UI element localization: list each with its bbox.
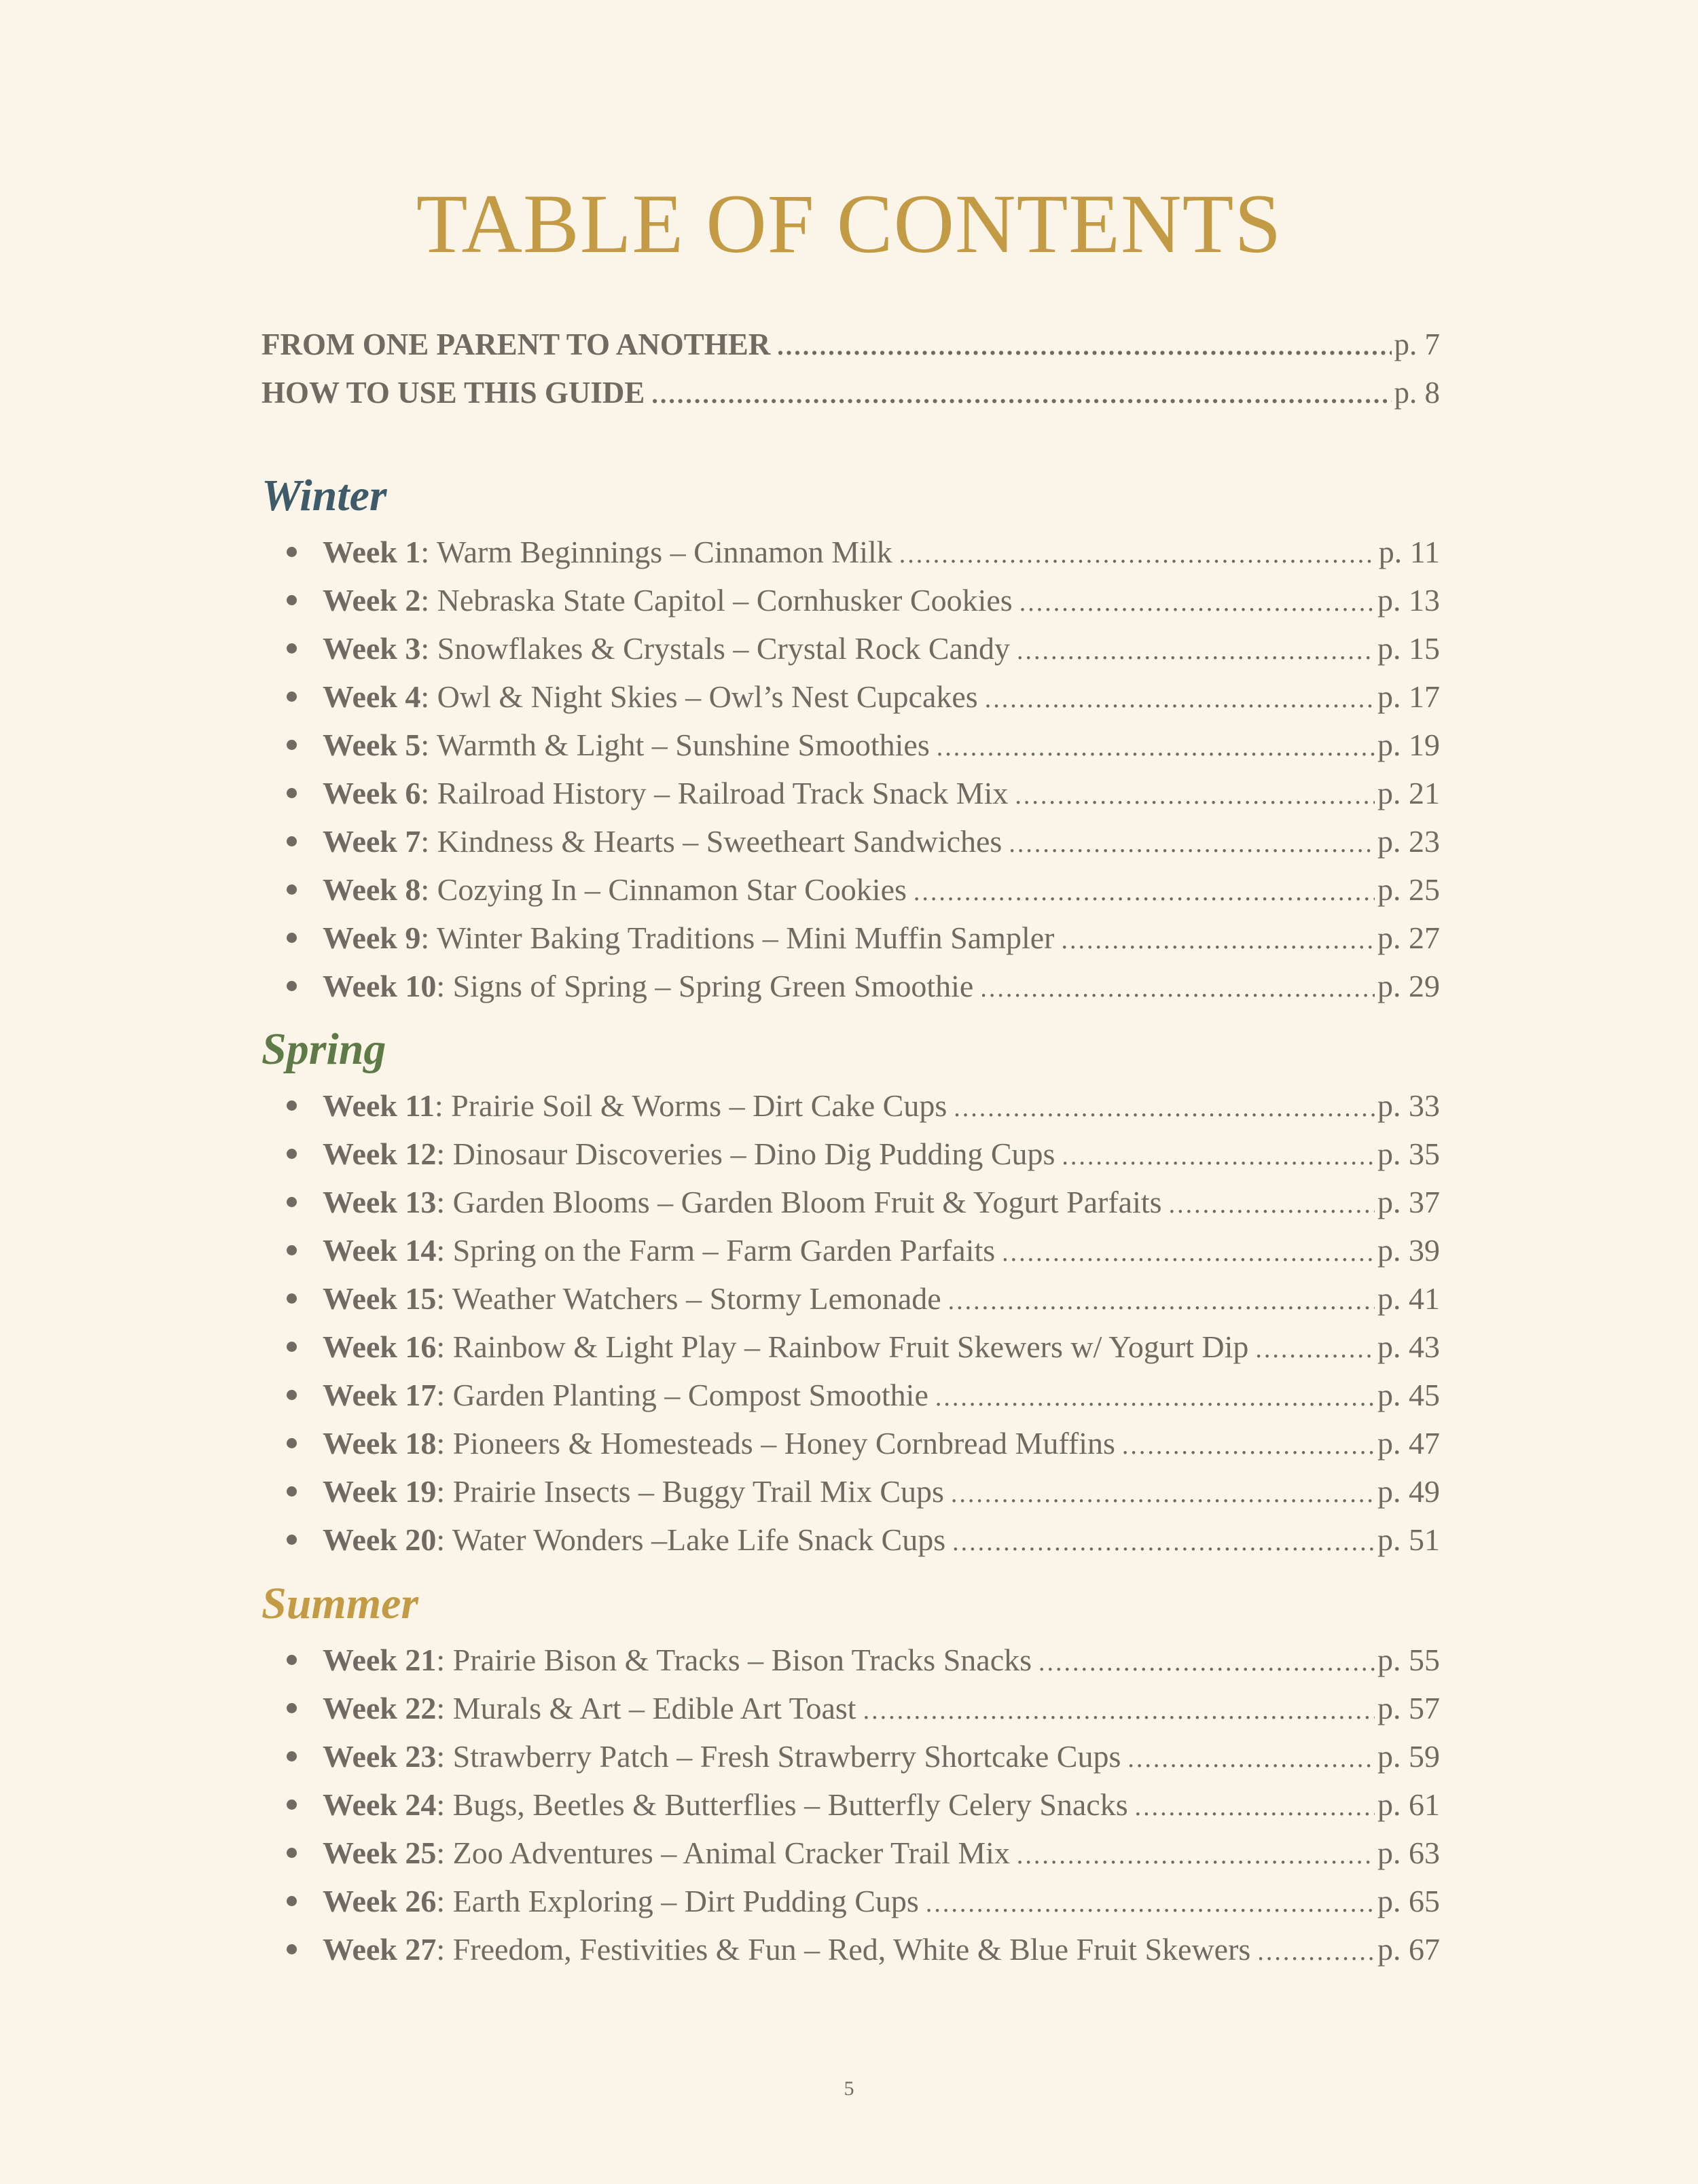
dot-leader	[1127, 1735, 1375, 1783]
dot-leader	[1257, 1928, 1375, 1976]
week-label: Week 23	[323, 1739, 437, 1774]
week-label: Week 13	[323, 1185, 437, 1219]
week-label: Week 10	[323, 969, 437, 1003]
dot-leader	[914, 868, 1375, 916]
week-title: : Rainbow & Light Play – Rainbow Fruit Skewers w/ Yogurt Dip	[436, 1329, 1249, 1364]
dot-leader	[1002, 1229, 1375, 1277]
bullet-icon	[287, 788, 297, 798]
bullet-icon	[287, 1655, 297, 1665]
week-title: : Strawberry Patch – Fresh Strawberry Shortcake Cups	[436, 1739, 1121, 1774]
dot-leader	[1009, 820, 1375, 868]
week-title: : Signs of Spring – Spring Green Smoothie	[436, 969, 974, 1003]
dot-leader	[1017, 1831, 1375, 1880]
toc-entry[interactable]	[323, 1130, 1440, 1178]
week-title: : Dinosaur Discoveries – Dino Dig Pudding Cups	[436, 1136, 1055, 1171]
toc-entry[interactable]	[323, 1732, 1440, 1780]
week-title: : Earth Exploring – Dirt Pudding Cups	[436, 1884, 919, 1918]
dot-leader	[948, 1277, 1375, 1325]
week-label: Week 22	[323, 1691, 437, 1725]
dot-leader	[951, 1470, 1375, 1518]
toc-entry-page: p. 23	[1377, 824, 1440, 859]
bullet-icon	[287, 933, 297, 943]
week-label: Week 20	[323, 1522, 437, 1557]
season-heading-spring: Spring	[261, 1024, 386, 1074]
bullet-icon	[287, 836, 297, 846]
toc-entry[interactable]	[323, 865, 1440, 914]
dot-leader	[954, 1084, 1375, 1132]
toc-entry[interactable]	[323, 1226, 1440, 1274]
bullet-icon	[287, 1197, 297, 1207]
toc-entry-page: p. 25	[1377, 872, 1440, 907]
toc-entry-page: p. 35	[1377, 1136, 1440, 1171]
toc-entry[interactable]	[323, 1467, 1440, 1516]
week-title: : Garden Blooms – Garden Bloom Fruit & Yogurt Parfaits	[436, 1185, 1162, 1219]
toc-entry[interactable]	[323, 962, 1440, 1010]
week-title: : Murals & Art – Edible Art Toast	[436, 1691, 856, 1725]
bullet-icon	[287, 1800, 297, 1810]
dot-leader	[935, 1374, 1375, 1422]
toc-entry-page: p. 17	[1377, 679, 1440, 714]
toc-entry-page: p. 39	[1377, 1233, 1440, 1268]
page-number: 5	[844, 2077, 854, 2100]
week-title: : Winter Baking Traditions – Mini Muffin Sampler	[420, 920, 1055, 955]
dot-leader	[980, 965, 1375, 1013]
week-label: Week 27	[323, 1932, 437, 1967]
week-list	[261, 1081, 1440, 1564]
dot-leader	[899, 531, 1376, 579]
week-title: : Owl & Night Skies – Owl’s Nest Cupcakes	[420, 679, 978, 714]
toc-entry-page: p. 11	[1378, 535, 1440, 569]
week-title: : Pioneers & Homesteads – Honey Cornbread Muffins	[436, 1426, 1115, 1461]
week-title: : Garden Planting – Compost Smoothie	[436, 1378, 928, 1412]
bullet-icon	[287, 740, 297, 750]
dot-leader	[1135, 1783, 1375, 1831]
week-label: Week 18	[323, 1426, 437, 1461]
season-heading-summer: Summer	[261, 1579, 419, 1628]
toc-entry-page: p. 7	[1394, 327, 1440, 361]
toc-entry-page: p. 61	[1377, 1787, 1440, 1822]
toc-entry[interactable]	[323, 1419, 1440, 1467]
toc-entry-page: p. 43	[1377, 1329, 1440, 1364]
week-title: : Bugs, Beetles & Butterflies – Butterfly Celery Snacks	[436, 1787, 1128, 1822]
bullet-icon	[287, 981, 297, 991]
toc-entry-page: p. 63	[1377, 1836, 1440, 1870]
bullet-icon	[287, 1751, 297, 1761]
week-label: Week 4	[323, 679, 421, 714]
dot-leader	[1038, 1639, 1375, 1687]
week-label: Week 16	[323, 1329, 437, 1364]
toc-entry-page: p. 55	[1377, 1643, 1440, 1677]
dot-leader	[1169, 1181, 1375, 1229]
bullet-icon	[287, 643, 297, 654]
week-title: : Prairie Bison & Tracks – Bison Tracks Snacks	[436, 1643, 1032, 1677]
bullet-icon	[287, 1390, 297, 1400]
week-title: : Kindness & Hearts – Sweetheart Sandwiches	[420, 824, 1002, 859]
season-heading-winter: Winter	[261, 471, 387, 520]
toc-entry-page: p. 8	[1394, 376, 1440, 410]
toc-entry-page: p. 57	[1377, 1691, 1440, 1725]
week-title: : Snowflakes & Crystals – Crystal Rock Candy	[420, 631, 1010, 666]
toc-entry-page: p. 59	[1377, 1739, 1440, 1774]
dot-leader	[651, 371, 1391, 419]
toc-entry[interactable]	[261, 369, 1440, 417]
bullet-icon	[287, 1293, 297, 1304]
toc-entry[interactable]	[323, 1829, 1440, 1877]
week-title: : Warmth & Light – Sunshine Smoothies	[420, 728, 930, 762]
toc-entry[interactable]	[323, 1323, 1440, 1371]
bullet-icon	[287, 1486, 297, 1497]
dot-leader	[863, 1687, 1375, 1735]
page-title: TABLE OF CONTENTS	[416, 177, 1282, 271]
dot-leader	[1255, 1325, 1375, 1374]
toc-entry[interactable]	[323, 1081, 1440, 1130]
dot-leader	[777, 323, 1391, 371]
bullet-icon	[287, 1149, 297, 1159]
section-summer	[261, 1581, 1440, 1973]
toc-entry-page: p. 15	[1377, 631, 1440, 666]
week-label: Week 12	[323, 1136, 437, 1171]
bullet-icon	[287, 1703, 297, 1713]
bullet-icon	[287, 1100, 297, 1111]
toc-entry-page: p. 29	[1377, 969, 1440, 1003]
dot-leader	[952, 1518, 1375, 1567]
toc-entry-page: p. 45	[1377, 1378, 1440, 1412]
dot-leader	[926, 1880, 1375, 1928]
bullet-icon	[287, 692, 297, 702]
week-label: Week 21	[323, 1643, 437, 1677]
week-title: : Nebraska State Capitol – Cornhusker Cookies	[420, 583, 1013, 617]
week-label: Week 14	[323, 1233, 437, 1268]
bullet-icon	[287, 884, 297, 895]
dot-leader	[1019, 579, 1375, 627]
week-title: : Water Wonders –Lake Life Snack Cups	[436, 1522, 946, 1557]
toc-entry[interactable]	[323, 1780, 1440, 1829]
week-title: : Cozying In – Cinnamon Star Cookies	[420, 872, 907, 907]
week-label: Week 25	[323, 1836, 437, 1870]
week-title: : Weather Watchers – Stormy Lemonade	[436, 1281, 941, 1316]
toc-entry-page: p. 51	[1377, 1522, 1440, 1557]
dot-leader	[1015, 772, 1375, 820]
toc-entry-page: p. 19	[1377, 728, 1440, 762]
toc-entry-page: p. 37	[1377, 1185, 1440, 1219]
week-label: Week 7	[323, 824, 421, 859]
dot-leader	[985, 675, 1375, 723]
week-label: Week 8	[323, 872, 421, 907]
bullet-icon	[287, 1944, 297, 1954]
dot-leader	[1062, 1132, 1375, 1181]
bullet-icon	[287, 1848, 297, 1858]
week-title: : Prairie Soil & Worms – Dirt Cake Cups	[434, 1088, 947, 1123]
week-title: : Prairie Insects – Buggy Trail Mix Cups	[436, 1474, 944, 1509]
week-title: : Warm Beginnings – Cinnamon Milk	[420, 535, 892, 569]
week-list	[261, 528, 1440, 1010]
toc-entry[interactable]	[323, 1516, 1440, 1564]
toc-entry-page: p. 27	[1377, 920, 1440, 955]
toc-entry-page: p. 65	[1377, 1884, 1440, 1918]
toc-entry[interactable]	[323, 1371, 1440, 1419]
week-label: Week 3	[323, 631, 421, 666]
week-label: Week 6	[323, 776, 421, 810]
front-matter-list	[261, 321, 1440, 417]
bullet-icon	[287, 547, 297, 557]
toc-entry-page: p. 21	[1377, 776, 1440, 810]
toc-entry[interactable]	[323, 769, 1440, 817]
toc-entry[interactable]	[323, 576, 1440, 624]
toc-entry[interactable]	[323, 1925, 1440, 1973]
toc-entry-page: p. 47	[1377, 1426, 1440, 1461]
week-label: Week 26	[323, 1884, 437, 1918]
bullet-icon	[287, 1896, 297, 1906]
toc-entry-page: p. 13	[1377, 583, 1440, 617]
toc-entry-label: HOW TO USE THIS GUIDE	[261, 376, 645, 410]
week-title: : Spring on the Farm – Farm Garden Parfaits	[436, 1233, 996, 1268]
toc-entry-page: p. 33	[1377, 1088, 1440, 1123]
week-list	[261, 1636, 1440, 1973]
dot-leader	[1017, 627, 1375, 675]
toc-entry[interactable]	[323, 914, 1440, 962]
week-label: Week 11	[323, 1088, 435, 1123]
toc-entry[interactable]	[323, 1274, 1440, 1323]
week-label: Week 9	[323, 920, 421, 955]
toc-entry[interactable]	[323, 1636, 1440, 1684]
week-label: Week 5	[323, 728, 421, 762]
week-label: Week 24	[323, 1787, 437, 1822]
dot-leader	[1122, 1422, 1375, 1470]
week-title: : Freedom, Festivities & Fun – Red, White & Blue Fruit Skewers	[436, 1932, 1251, 1967]
bullet-icon	[287, 1342, 297, 1352]
toc-entry-page: p. 67	[1377, 1932, 1440, 1967]
toc-entry[interactable]	[323, 673, 1440, 721]
week-label: Week 2	[323, 583, 421, 617]
bullet-icon	[287, 1245, 297, 1255]
week-title: : Zoo Adventures – Animal Cracker Trail Mix	[436, 1836, 1010, 1870]
toc-entry[interactable]	[323, 528, 1440, 576]
section-spring	[261, 1024, 1440, 1564]
dot-leader	[937, 723, 1375, 772]
week-label: Week 1	[323, 535, 421, 569]
toc-entry-page: p. 49	[1377, 1474, 1440, 1509]
bullet-icon	[287, 1535, 297, 1545]
toc-entry-label: FROM ONE PARENT TO ANOTHER	[261, 327, 771, 361]
week-title: : Railroad History – Railroad Track Snack Mix	[420, 776, 1009, 810]
toc-entry[interactable]	[323, 721, 1440, 769]
toc-entry[interactable]	[323, 817, 1440, 865]
bullet-icon	[287, 595, 297, 605]
toc-entry[interactable]	[323, 1684, 1440, 1732]
toc-entry[interactable]	[323, 1877, 1440, 1925]
dot-leader	[1061, 916, 1375, 965]
section-winter	[261, 473, 1440, 1010]
toc-entry[interactable]	[261, 321, 1440, 369]
week-label: Week 17	[323, 1378, 437, 1412]
week-label: Week 15	[323, 1281, 437, 1316]
bullet-icon	[287, 1438, 297, 1448]
toc-entry[interactable]	[323, 1178, 1440, 1226]
toc-entry[interactable]	[323, 624, 1440, 673]
toc-entry-page: p. 41	[1377, 1281, 1440, 1316]
week-label: Week 19	[323, 1474, 437, 1509]
